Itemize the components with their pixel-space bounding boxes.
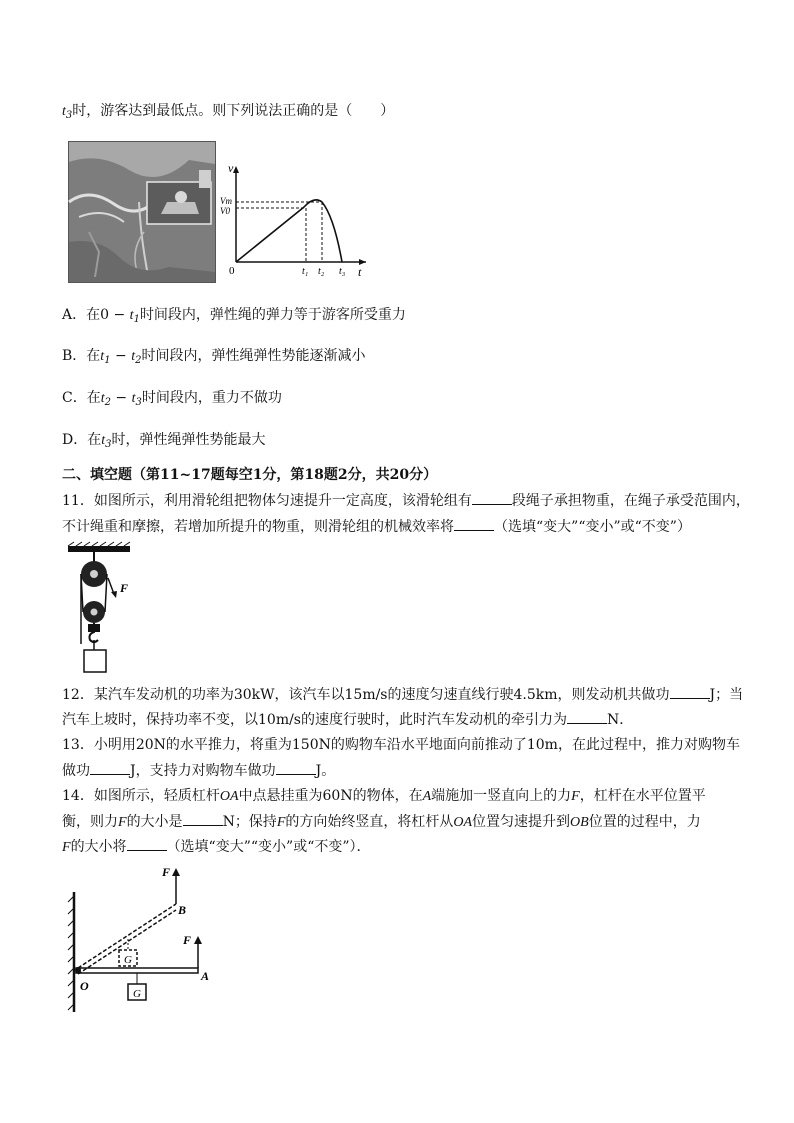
velocity-time-graph: [220, 161, 366, 282]
q11-blank-1[interactable]: [472, 490, 512, 505]
q11-line-2: 不计绳重和摩擦，若增加所提升的物重，则滑轮组的机械效率将 （选填“变大”“变小”或“不变”）: [62, 516, 691, 537]
weight-label-2: G: [124, 954, 132, 966]
origin-label: 0: [229, 265, 235, 277]
force-label-top: F: [162, 865, 171, 879]
q14-blank-2[interactable]: [127, 836, 167, 851]
ceiling: [68, 546, 130, 552]
q13-blank-1[interactable]: [90, 760, 130, 775]
q12-line-2: 汽车上坡时，保持功率不变，以10m/s的速度行驶时，此时汽车发动机的牵引力为 N．: [62, 709, 633, 730]
pulley-system-figure: [62, 542, 142, 678]
force-b-arrow-icon: [172, 868, 180, 876]
v-axis-arrow-icon: [233, 166, 239, 173]
q10-option-d: D．在$t_3$时，弹性绳弹性势能最大: [62, 432, 266, 450]
q13-line-2: 做功 J，支持力对购物车做功 J。: [62, 760, 335, 781]
t1-label: t₁: [302, 266, 309, 277]
force-arrow-icon: [111, 591, 117, 598]
bungee-photo: [68, 141, 216, 283]
q13-blank-2[interactable]: [276, 760, 316, 775]
t-axis-label: t: [358, 265, 362, 279]
q10-option-a: A．在$0 - t_1$时间段内，弹性绳的弹力等于游客所受重力: [62, 307, 406, 325]
force-label-mid: F: [183, 933, 192, 947]
q11-line-1: 11．如图所示，利用滑轮组把物体匀速提升一定高度，该滑轮组有 段绳子承担物重，在绳子承受范围内，: [62, 490, 750, 511]
q14-line-3: F的大小将 （选填“变大”“变小”或“不变”）．: [62, 836, 371, 858]
q14-line-2: 衡，则力F的大小是 N；保持F的方向始终竖直，将杠杆从OA位置匀速提升到OB位置的过程中，力: [62, 811, 701, 833]
pivot: [75, 967, 81, 973]
force-label: F: [120, 581, 129, 595]
lever-oa: [76, 968, 198, 973]
t2-label: t₂: [318, 266, 325, 277]
t3-label: t₃: [339, 266, 346, 277]
bungee-scene-illustration: [69, 142, 215, 282]
velocity-curve: [236, 200, 342, 262]
force-a-arrow-icon: [194, 936, 202, 944]
point-o-label: O: [80, 979, 89, 993]
weight-label-1: G: [133, 988, 141, 1000]
lever-figure: [64, 864, 224, 1014]
q10-option-c: C．在$t_2 - t_3$时间段内，重力不做功: [62, 390, 282, 408]
q11-blank-2[interactable]: [454, 516, 494, 531]
q14-line-1: 14．如图所示，轻质杠杆OA中点悬挂重为60N的物体，在A端施加一竖直向上的力F，杠杆在水平位置平: [62, 788, 706, 804]
vm-label: Vm: [220, 196, 232, 206]
v-axis-label: v: [228, 161, 234, 175]
q14-blank-1[interactable]: [183, 811, 223, 826]
var-t: t: [62, 104, 66, 119]
q10-option-b: B．在$t_1 - t_2$时间段内，弹性绳弹性势能逐渐减小: [62, 348, 366, 366]
q12-line-1: 12．某汽车发动机的功率为30kW，该汽车以15m/s的速度匀速直线行驶4.5km，则发动机共做功 J；当: [62, 684, 743, 705]
section-heading-fill-in: 二、填空题（第11~17题每空1分，第18题2分，共20分）: [62, 467, 438, 483]
q10-stem-tail: $t_3$时，游客达到最低点。则下列说法正确的是（ ）: [62, 103, 395, 121]
v0-label: V0: [220, 206, 230, 216]
q12-blank-1[interactable]: [670, 684, 710, 699]
point-a-label: A: [201, 969, 210, 983]
point-b-label: B: [178, 903, 187, 917]
load-box: [84, 650, 106, 672]
q13-line-1: 13．小明用20N的水平推力，将重为150N的购物车沿水平地面向前推动了10m，在此过程中，推力对购物车: [62, 737, 740, 753]
q12-blank-2[interactable]: [567, 709, 607, 724]
